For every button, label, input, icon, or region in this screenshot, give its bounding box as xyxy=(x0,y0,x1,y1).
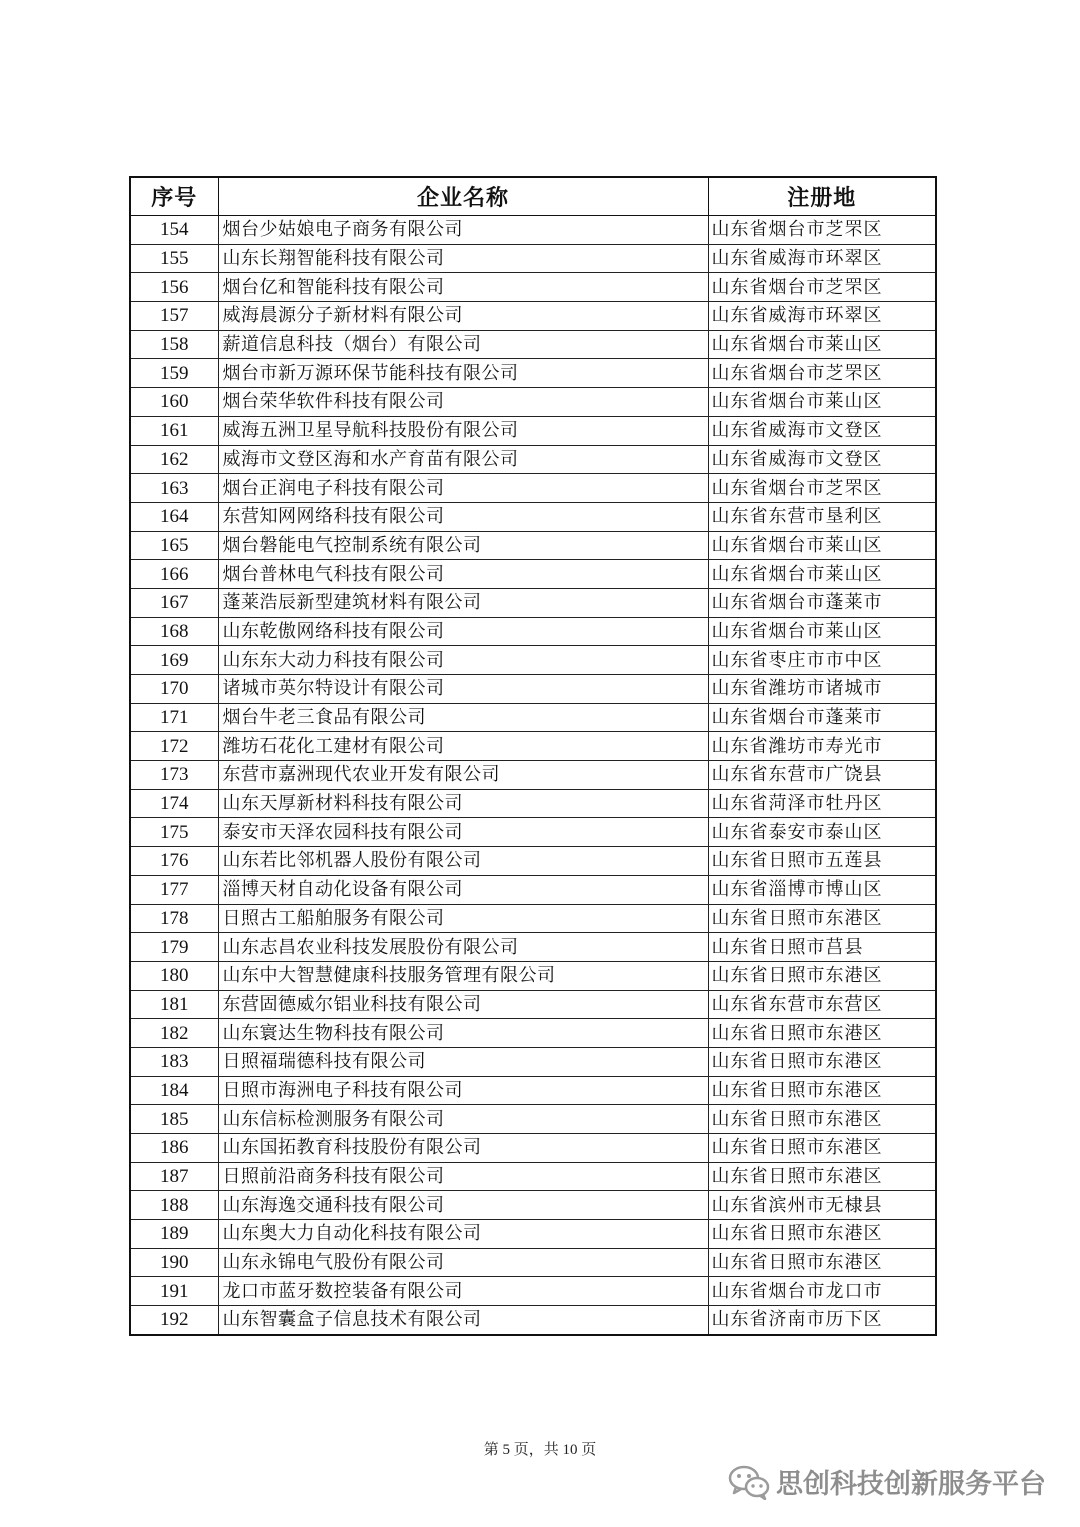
row-serial-number: 188 xyxy=(130,1191,218,1220)
row-company-name: 日照市海洲电子科技有限公司 xyxy=(218,1076,708,1105)
row-company-name: 山东长翔智能科技有限公司 xyxy=(218,244,708,273)
table-row xyxy=(130,273,936,302)
row-serial-number: 169 xyxy=(130,646,218,675)
row-registered-place: 山东省泰安市泰山区 xyxy=(708,818,936,847)
row-registered-place: 山东省滨州市无棣县 xyxy=(708,1191,936,1220)
row-company-name: 山东天厚新材料科技有限公司 xyxy=(218,789,708,818)
table-row xyxy=(130,1162,936,1191)
row-company-name: 山东智囊盒子信息技术有限公司 xyxy=(218,1306,708,1335)
row-company-name: 烟台荣华软件科技有限公司 xyxy=(218,388,708,417)
row-serial-number: 177 xyxy=(130,875,218,904)
table-row xyxy=(130,388,936,417)
row-serial-number: 176 xyxy=(130,847,218,876)
row-company-name: 山东奥大力自动化科技有限公司 xyxy=(218,1220,708,1249)
row-serial-number: 162 xyxy=(130,445,218,474)
table-row xyxy=(130,961,936,990)
row-company-name: 山东寰达生物科技有限公司 xyxy=(218,1019,708,1048)
header-registered-place: 注册地 xyxy=(708,177,936,216)
table-row xyxy=(130,1306,936,1335)
row-serial-number: 185 xyxy=(130,1105,218,1134)
row-company-name: 山东中大智慧健康科技服务管理有限公司 xyxy=(218,961,708,990)
row-serial-number: 186 xyxy=(130,1134,218,1163)
row-registered-place: 山东省日照市东港区 xyxy=(708,1105,936,1134)
table-row xyxy=(130,1105,936,1134)
row-company-name: 烟台亿和智能科技有限公司 xyxy=(218,273,708,302)
table-row xyxy=(130,588,936,617)
row-serial-number: 180 xyxy=(130,961,218,990)
row-company-name: 山东东大动力科技有限公司 xyxy=(218,646,708,675)
row-company-name: 蓬莱浩辰新型建筑材料有限公司 xyxy=(218,588,708,617)
table-row xyxy=(130,359,936,388)
header-serial-number: 序号 xyxy=(130,177,218,216)
table-row xyxy=(130,847,936,876)
table-row xyxy=(130,302,936,331)
row-registered-place: 山东省济南市历下区 xyxy=(708,1306,936,1335)
row-registered-place: 山东省日照市东港区 xyxy=(708,1076,936,1105)
table-row xyxy=(130,818,936,847)
watermark-text: 思创科技创新服务平台 xyxy=(776,1469,1046,1500)
row-company-name: 威海市文登区海和水产育苗有限公司 xyxy=(218,445,708,474)
row-company-name: 龙口市蓝牙数控装备有限公司 xyxy=(218,1277,708,1306)
row-registered-place: 山东省威海市文登区 xyxy=(708,445,936,474)
table-row xyxy=(130,216,936,245)
row-registered-place: 山东省烟台市芝罘区 xyxy=(708,474,936,503)
row-registered-place: 山东省日照市东港区 xyxy=(708,1019,936,1048)
table-row xyxy=(130,330,936,359)
table-row xyxy=(130,1076,936,1105)
table-row xyxy=(130,675,936,704)
row-registered-place: 山东省日照市东港区 xyxy=(708,1047,936,1076)
row-registered-place: 山东省烟台市芝罘区 xyxy=(708,216,936,245)
row-company-name: 东营市嘉洲现代农业开发有限公司 xyxy=(218,761,708,790)
row-registered-place: 山东省烟台市莱山区 xyxy=(708,330,936,359)
row-company-name: 潍坊石花化工建材有限公司 xyxy=(218,732,708,761)
row-serial-number: 174 xyxy=(130,789,218,818)
wechat-icon xyxy=(728,1464,770,1500)
row-company-name: 诸城市英尔特设计有限公司 xyxy=(218,675,708,704)
row-serial-number: 172 xyxy=(130,732,218,761)
table-row xyxy=(130,933,936,962)
row-registered-place: 山东省威海市环翠区 xyxy=(708,302,936,331)
row-serial-number: 191 xyxy=(130,1277,218,1306)
table-row xyxy=(130,617,936,646)
row-company-name: 山东乾傲网络科技有限公司 xyxy=(218,617,708,646)
row-serial-number: 165 xyxy=(130,531,218,560)
row-serial-number: 192 xyxy=(130,1306,218,1335)
row-serial-number: 178 xyxy=(130,904,218,933)
table-row xyxy=(130,474,936,503)
watermark xyxy=(728,1462,1046,1501)
row-company-name: 淄博天材自动化设备有限公司 xyxy=(218,875,708,904)
row-company-name: 山东国拓教育科技股份有限公司 xyxy=(218,1134,708,1163)
row-registered-place: 山东省日照市莒县 xyxy=(708,933,936,962)
row-registered-place: 山东省日照市东港区 xyxy=(708,1134,936,1163)
row-registered-place: 山东省烟台市芝罘区 xyxy=(708,273,936,302)
table-row xyxy=(130,1248,936,1277)
row-serial-number: 161 xyxy=(130,416,218,445)
row-serial-number: 175 xyxy=(130,818,218,847)
table-row xyxy=(130,1277,936,1306)
table-row xyxy=(130,875,936,904)
row-company-name: 烟台少姑娘电子商务有限公司 xyxy=(218,216,708,245)
row-registered-place: 山东省日照市东港区 xyxy=(708,1162,936,1191)
enterprise-table xyxy=(129,176,937,1336)
table-row xyxy=(130,416,936,445)
row-company-name: 威海五洲卫星导航科技股份有限公司 xyxy=(218,416,708,445)
row-company-name: 烟台普林电气科技有限公司 xyxy=(218,560,708,589)
row-registered-place: 山东省潍坊市诸城市 xyxy=(708,675,936,704)
row-registered-place: 山东省烟台市蓬莱市 xyxy=(708,588,936,617)
row-company-name: 东营知网网络科技有限公司 xyxy=(218,502,708,531)
table-row xyxy=(130,531,936,560)
row-company-name: 山东永锦电气股份有限公司 xyxy=(218,1248,708,1277)
row-serial-number: 168 xyxy=(130,617,218,646)
row-registered-place: 山东省烟台市芝罘区 xyxy=(708,359,936,388)
table-body xyxy=(130,216,936,1335)
row-serial-number: 187 xyxy=(130,1162,218,1191)
table-row xyxy=(130,703,936,732)
table-row xyxy=(130,1047,936,1076)
table-row xyxy=(130,445,936,474)
table-row xyxy=(130,761,936,790)
table-row xyxy=(130,990,936,1019)
row-company-name: 烟台磐能电气控制系统有限公司 xyxy=(218,531,708,560)
table-row xyxy=(130,502,936,531)
row-company-name: 泰安市天泽农园科技有限公司 xyxy=(218,818,708,847)
row-registered-place: 山东省威海市文登区 xyxy=(708,416,936,445)
row-company-name: 烟台牛老三食品有限公司 xyxy=(218,703,708,732)
row-registered-place: 山东省烟台市莱山区 xyxy=(708,617,936,646)
row-serial-number: 158 xyxy=(130,330,218,359)
row-serial-number: 157 xyxy=(130,302,218,331)
table-header xyxy=(130,177,936,216)
row-registered-place: 山东省东营市垦利区 xyxy=(708,502,936,531)
row-company-name: 烟台市新万源环保节能科技有限公司 xyxy=(218,359,708,388)
row-company-name: 山东志昌农业科技发展股份有限公司 xyxy=(218,933,708,962)
row-registered-place: 山东省日照市东港区 xyxy=(708,1220,936,1249)
header-company-name: 企业名称 xyxy=(218,177,708,216)
row-registered-place: 山东省日照市五莲县 xyxy=(708,847,936,876)
row-serial-number: 190 xyxy=(130,1248,218,1277)
table-row xyxy=(130,1134,936,1163)
row-serial-number: 156 xyxy=(130,273,218,302)
row-company-name: 烟台正润电子科技有限公司 xyxy=(218,474,708,503)
row-company-name: 山东若比邻机器人股份有限公司 xyxy=(218,847,708,876)
row-serial-number: 184 xyxy=(130,1076,218,1105)
row-serial-number: 159 xyxy=(130,359,218,388)
table-row xyxy=(130,646,936,675)
row-registered-place: 山东省菏泽市牡丹区 xyxy=(708,789,936,818)
row-serial-number: 170 xyxy=(130,675,218,704)
row-registered-place: 山东省日照市东港区 xyxy=(708,1248,936,1277)
row-registered-place: 山东省枣庄市市中区 xyxy=(708,646,936,675)
table-row xyxy=(130,1191,936,1220)
row-serial-number: 189 xyxy=(130,1220,218,1249)
row-company-name: 威海晨源分子新材料有限公司 xyxy=(218,302,708,331)
row-registered-place: 山东省东营市东营区 xyxy=(708,990,936,1019)
row-serial-number: 181 xyxy=(130,990,218,1019)
table-row xyxy=(130,560,936,589)
row-registered-place: 山东省潍坊市寿光市 xyxy=(708,732,936,761)
row-company-name: 山东信标检测服务有限公司 xyxy=(218,1105,708,1134)
row-registered-place: 山东省日照市东港区 xyxy=(708,904,936,933)
row-company-name: 日照福瑞德科技有限公司 xyxy=(218,1047,708,1076)
row-serial-number: 171 xyxy=(130,703,218,732)
row-registered-place: 山东省烟台市蓬莱市 xyxy=(708,703,936,732)
row-serial-number: 182 xyxy=(130,1019,218,1048)
row-registered-place: 山东省烟台市龙口市 xyxy=(708,1277,936,1306)
row-registered-place: 山东省东营市广饶县 xyxy=(708,761,936,790)
row-company-name: 薪道信息科技（烟台）有限公司 xyxy=(218,330,708,359)
header-row xyxy=(130,177,936,216)
row-serial-number: 173 xyxy=(130,761,218,790)
row-registered-place: 山东省淄博市博山区 xyxy=(708,875,936,904)
row-serial-number: 154 xyxy=(130,216,218,245)
row-registered-place: 山东省威海市环翠区 xyxy=(708,244,936,273)
table-row xyxy=(130,789,936,818)
page-number: 第 5 页，共 10 页 xyxy=(483,1442,597,1458)
row-company-name: 日照前沿商务科技有限公司 xyxy=(218,1162,708,1191)
row-company-name: 东营固德威尔铝业科技有限公司 xyxy=(218,990,708,1019)
row-serial-number: 167 xyxy=(130,588,218,617)
row-serial-number: 163 xyxy=(130,474,218,503)
row-company-name: 日照古工船舶服务有限公司 xyxy=(218,904,708,933)
row-serial-number: 160 xyxy=(130,388,218,417)
table-row xyxy=(130,732,936,761)
row-company-name: 山东海逸交通科技有限公司 xyxy=(218,1191,708,1220)
row-serial-number: 166 xyxy=(130,560,218,589)
row-registered-place: 山东省烟台市莱山区 xyxy=(708,388,936,417)
row-registered-place: 山东省烟台市莱山区 xyxy=(708,531,936,560)
row-serial-number: 183 xyxy=(130,1047,218,1076)
row-registered-place: 山东省日照市东港区 xyxy=(708,961,936,990)
row-registered-place: 山东省烟台市莱山区 xyxy=(708,560,936,589)
row-serial-number: 155 xyxy=(130,244,218,273)
table-row xyxy=(130,1019,936,1048)
table-row xyxy=(130,904,936,933)
row-serial-number: 179 xyxy=(130,933,218,962)
table-row xyxy=(130,244,936,273)
row-serial-number: 164 xyxy=(130,502,218,531)
table-row xyxy=(130,1220,936,1249)
